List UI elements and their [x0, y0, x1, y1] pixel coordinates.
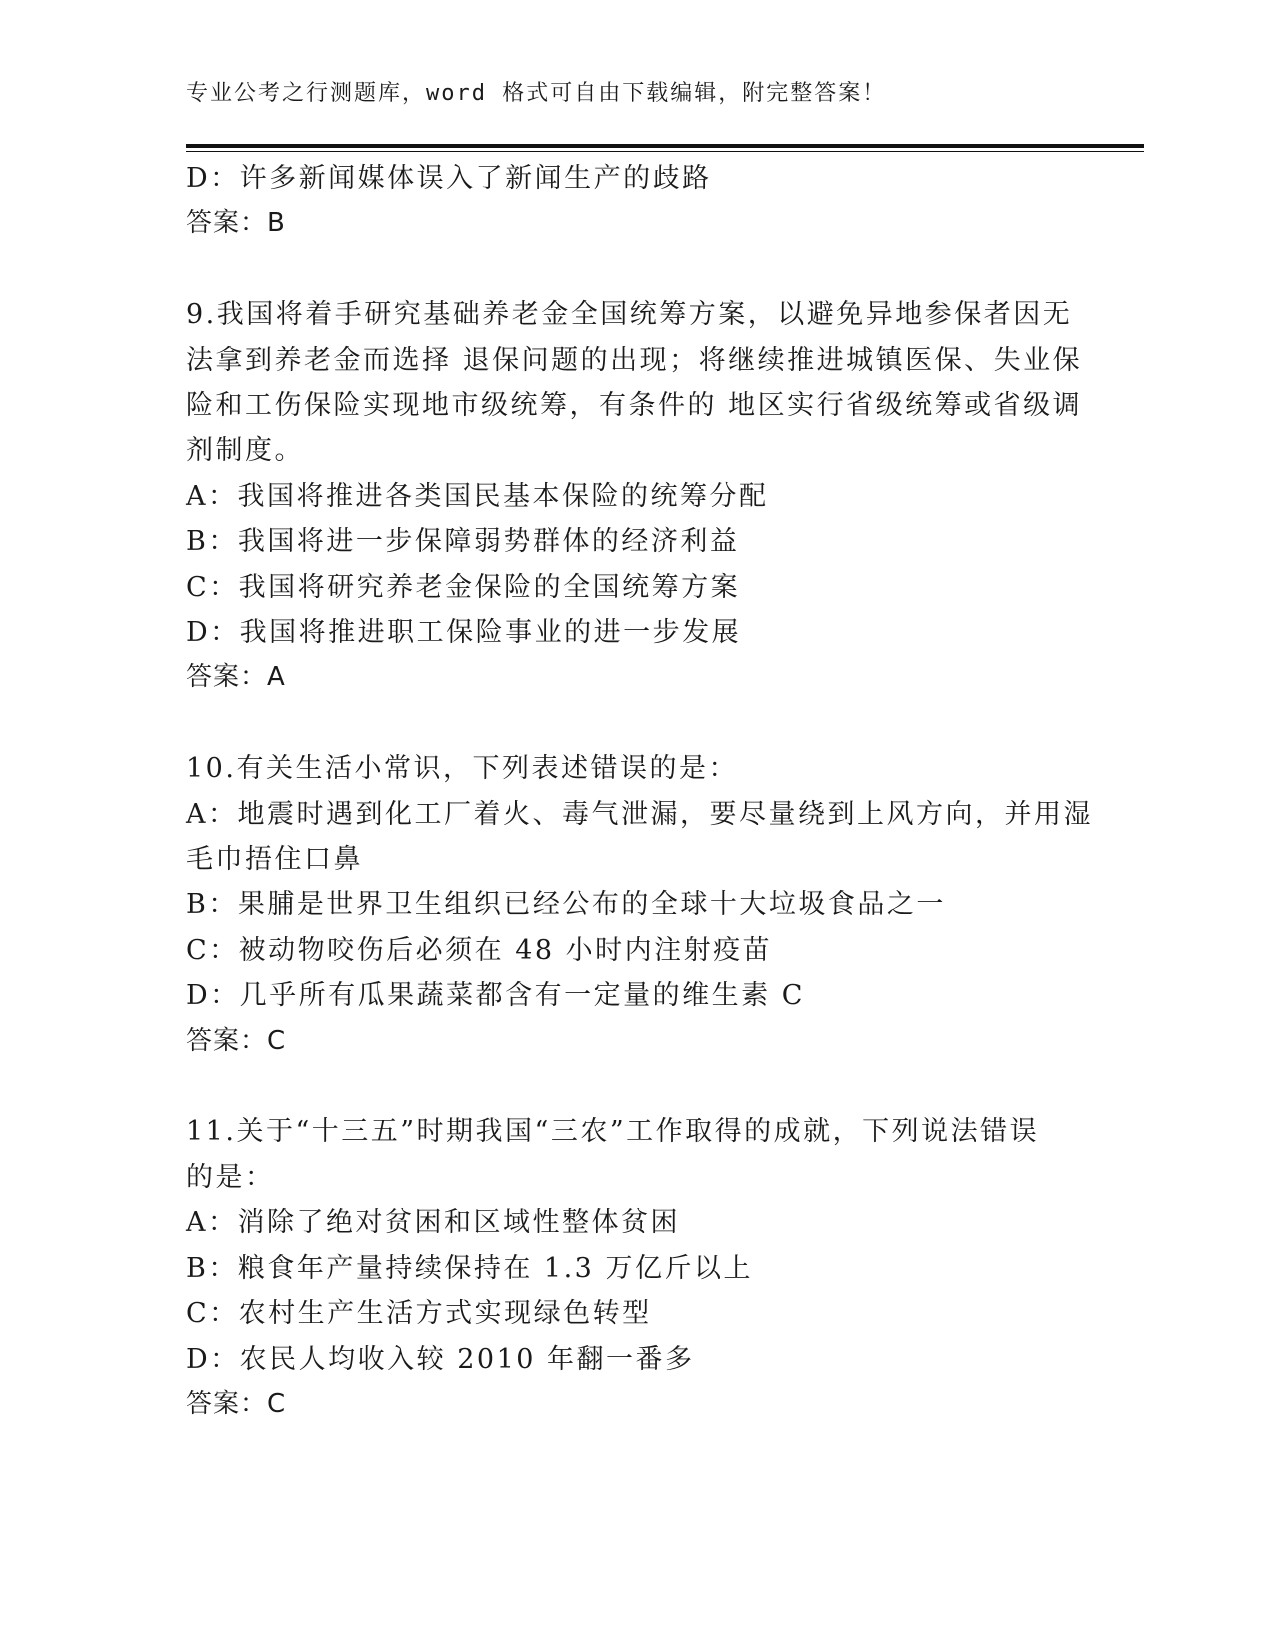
question-10-stem-line-1: 10.有关生活小常识，下列表述错误的是： — [186, 753, 738, 785]
question-11-option-a: A：消除了绝对贫困和区域性整体贫困 — [186, 1207, 680, 1239]
spacer — [186, 701, 1066, 746]
question-9-stem-line-4: 剂制度。 — [186, 435, 304, 467]
question-9-answer: 答案：A — [186, 662, 286, 693]
question-10-option-a: A：地震时遇到化工厂着火、毒气泄漏，要尽量绕到上风方向，并用湿 — [186, 798, 1093, 830]
question-11-option-c: C：农村生产生活方式实现绿色转型 — [186, 1298, 652, 1330]
question-10-option-b: B：果脯是世界卫生组织已经公布的全球十大垃圾食品之一 — [186, 889, 946, 921]
question-11-option-b: B：粮食年产量持续保持在 1.3 万亿斤以上 — [186, 1252, 753, 1284]
question-9-stem-line-2: 法拿到养老金而选择 退保问题的出现；将继续推进城镇医保、失业保 — [186, 344, 1083, 376]
question-10-option-a-cont: 毛巾捂住口鼻 — [186, 844, 363, 876]
question-9-option-a: A：我国将推进各类国民基本保险的统筹分配 — [186, 480, 769, 512]
question-10-option-d: D：几乎所有瓜果蔬菜都含有一定量的维生素 C — [186, 980, 805, 1012]
header-rule-thick — [186, 144, 1144, 148]
question-9-option-b: B：我国将进一步保障弱势群体的经济利益 — [186, 526, 740, 558]
question-11-option-d: D：农民人均收入较 2010 年翻一番多 — [186, 1343, 695, 1375]
spacer — [186, 247, 1066, 292]
question-9-option-c: C：我国将研究养老金保险的全国统筹方案 — [186, 571, 741, 603]
question-11-stem-line-2: 的是： — [186, 1161, 275, 1193]
question-10-answer: 答案：C — [186, 1025, 287, 1056]
question-10-option-c: C：被动物咬伤后必须在 48 小时内注射疫苗 — [186, 934, 773, 966]
page-header: 专业公考之行测题库，word 格式可自由下载编辑，附完整答案！ — [186, 81, 887, 106]
question-9-option-d: D：我国将推进职工保险事业的进一步发展 — [186, 617, 742, 649]
option-d: D：许多新闻媒体误入了新闻生产的歧路 — [186, 163, 712, 194]
answer-line: 答案：B — [186, 208, 286, 239]
header-rule-thin — [186, 151, 1144, 152]
question-9-stem-line-3: 险和工伤保险实现地市级统筹，有条件的 地区实行省级统筹或省级调 — [186, 390, 1083, 422]
spacer — [186, 1064, 1066, 1109]
question-11-answer: 答案：C — [186, 1388, 287, 1419]
question-9-stem-line-1: 9.我国将着手研究基础养老金全国统筹方案，以避免异地参保者因无 — [186, 299, 1073, 331]
document-body — [186, 156, 1093, 1427]
question-11-stem-line-1: 11.关于“十三五”时期我国“三农”工作取得的成就，下列说法错误 — [186, 1116, 1040, 1148]
